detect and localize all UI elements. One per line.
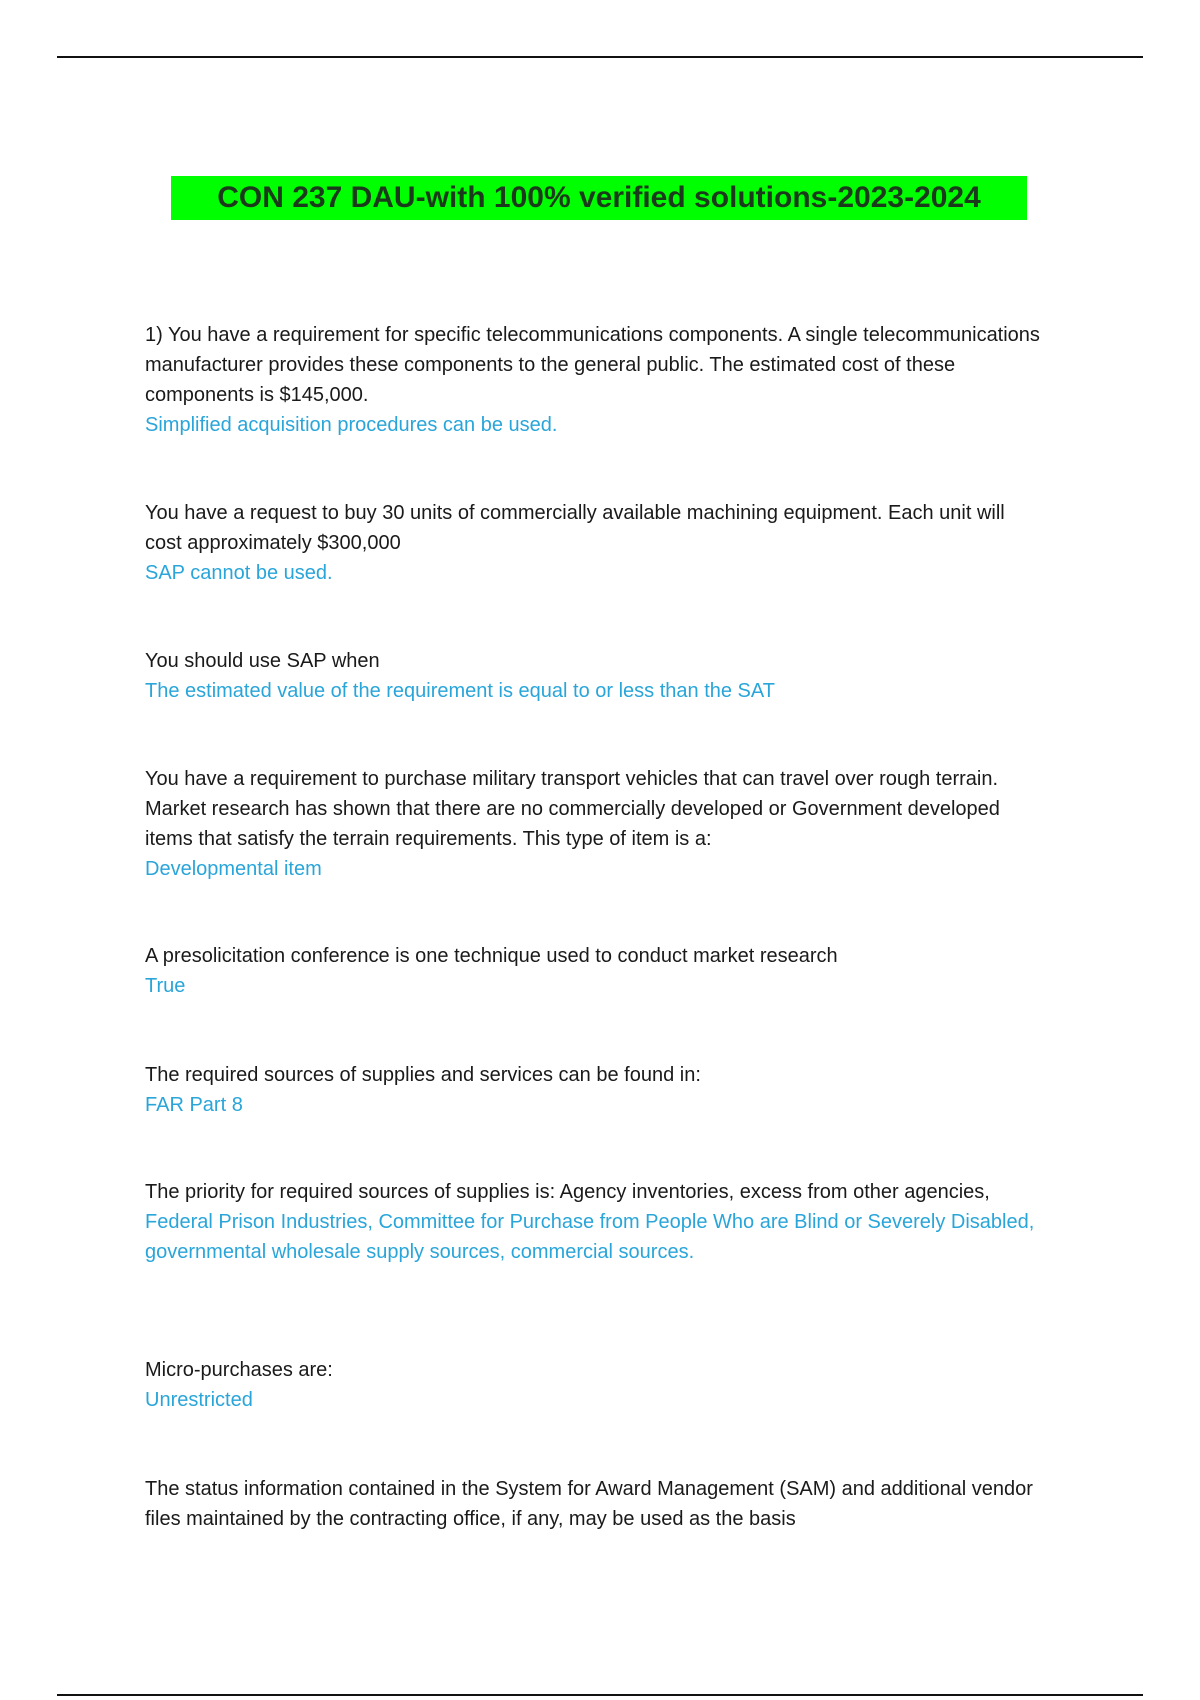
qa-item-1 (145, 320, 1045, 440)
answer-text: Developmental item (145, 858, 322, 880)
question-text: You have a requirement to purchase military transport vehicles that can travel over rough terrain. Market research has shown that there are no commercially developed or Government developed items that satisfy the terrain requirements. This type of item is a: (145, 768, 1000, 850)
bottom-rule (57, 1694, 1143, 1696)
qa-item-9 (145, 1474, 1045, 1534)
question-text: The required sources of supplies and services can be found in: (145, 1064, 701, 1086)
top-rule (57, 56, 1143, 58)
answer-text: Unrestricted (145, 1389, 253, 1411)
qa-item-4 (145, 764, 1045, 884)
question-text: 1) You have a requirement for specific telecommunications components. A single telecommunications manufacturer provides these components to the general public. The estimated cost of these components is $145,000. (145, 324, 1040, 406)
answer-text: The estimated value of the requirement is equal to or less than the SAT (145, 680, 775, 702)
qa-item-7 (145, 1177, 1045, 1267)
question-text: The priority for required sources of supplies is: Agency inventories, excess from other agencies, (145, 1181, 990, 1203)
qa-item-8 (145, 1355, 1045, 1415)
question-text: You have a request to buy 30 units of commercially available machining equipment. Each unit will cost approximately $300,000 (145, 502, 1005, 554)
qa-item-2 (145, 498, 1045, 588)
question-text: Micro-purchases are: (145, 1359, 333, 1381)
question-text: The status information contained in the System for Award Management (SAM) and additional vendor files maintained by the contracting office, if any, may be used as the basis (145, 1478, 1033, 1530)
qa-item-6 (145, 1060, 1045, 1120)
answer-text: SAP cannot be used. (145, 562, 333, 584)
answer-text: Simplified acquisition procedures can be used. (145, 414, 558, 436)
qa-item-5 (145, 941, 1045, 1001)
document-title: CON 237 DAU-with 100% verified solutions-2023-2024 (217, 181, 981, 214)
answer-text: True (145, 975, 186, 997)
answer-text: Federal Prison Industries, Committee for Purchase from People Who are Blind or Severely Disabled, governmental wholesale supply sources, commercial sources. (145, 1211, 1035, 1263)
qa-item-3 (145, 646, 1045, 706)
title-highlight (171, 176, 1027, 220)
answer-text: FAR Part 8 (145, 1094, 243, 1116)
question-text: You should use SAP when (145, 650, 380, 672)
question-text: A presolicitation conference is one technique used to conduct market research (145, 945, 838, 967)
